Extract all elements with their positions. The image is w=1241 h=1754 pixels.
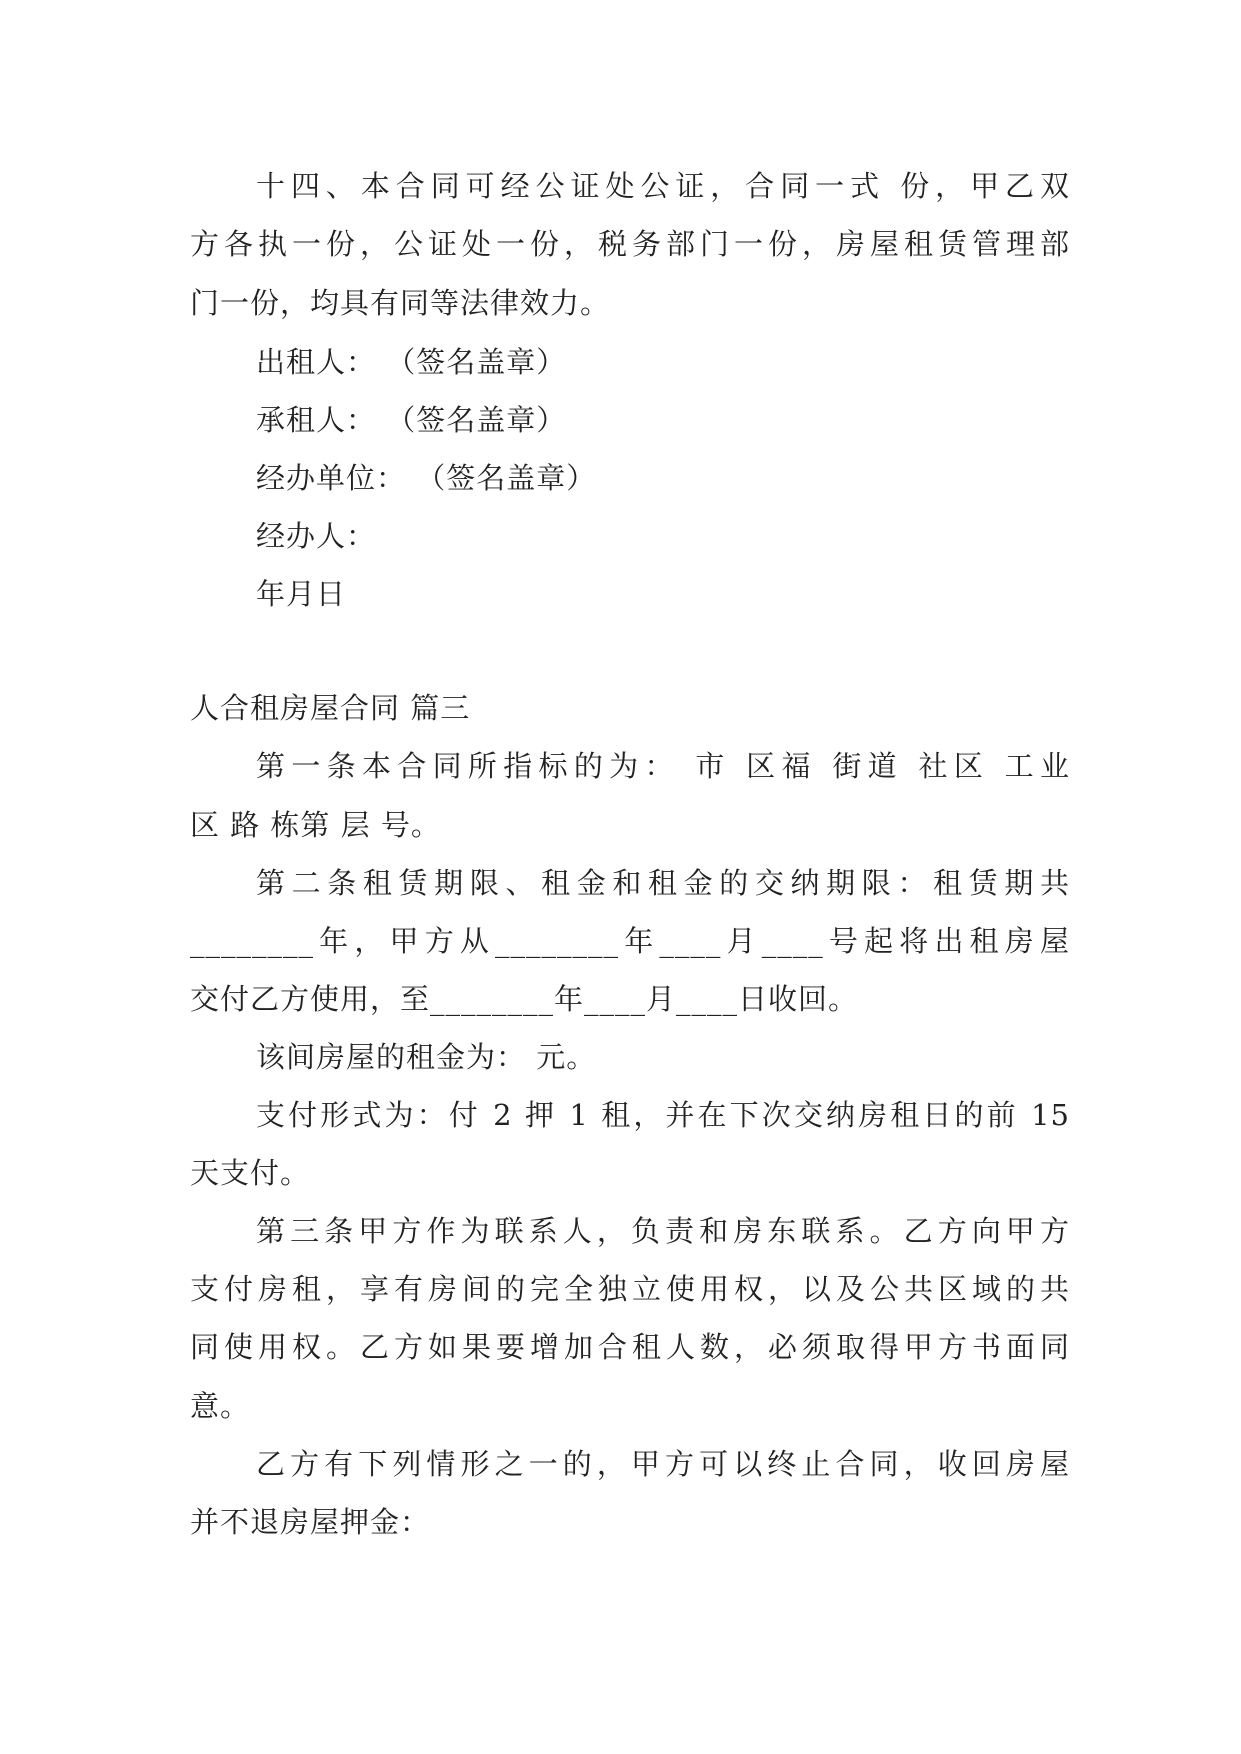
paragraph-line: 支付房租，享有房间的完全独立使用权，以及公共区域的共: [190, 1272, 1070, 1306]
paragraph-line: 支付形式为：付 2 押 1 租，并在下次交纳房租日的前 15: [256, 1098, 1070, 1132]
paragraph-line: 并不退房屋押金：: [190, 1505, 431, 1539]
section-heading: 人合租房屋合同 篇三: [190, 691, 471, 725]
paragraph-line: 方各执一份，公证处一份，税务部门一份，房屋租赁管理部: [190, 227, 1070, 261]
paragraph-line: 第三条甲方作为联系人，负责和房东联系。乙方向甲方: [256, 1214, 1070, 1248]
signature-line-lessee: 承租人： （签名盖章）: [256, 403, 567, 437]
signature-line-agency: 经办单位： （签名盖章）: [256, 461, 597, 495]
paragraph-line: ________年，甲方从________年____月____号起将出租房屋: [190, 924, 1070, 958]
paragraph-line: 十四、本合同可经公证处公证，合同一式 份，甲乙双: [256, 169, 1070, 203]
signature-line-lessor: 出租人： （签名盖章）: [256, 345, 567, 379]
paragraph-line: 门一份，均具有同等法律效力。: [190, 286, 611, 320]
paragraph-line: 第一条本合同所指标的为： 市 区福 街道 社区 工业: [256, 749, 1070, 783]
paragraph-line: 乙方有下列情形之一的，甲方可以终止合同，收回房屋: [256, 1447, 1070, 1481]
date-line: 年月日: [256, 577, 347, 611]
paragraph-line: 同使用权。乙方如果要增加合租人数，必须取得甲方书面同: [190, 1330, 1070, 1364]
signature-line-agent: 经办人：: [256, 519, 377, 553]
paragraph-line: 意。: [190, 1389, 251, 1423]
paragraph-line: 该间房屋的租金为： 元。: [256, 1040, 597, 1074]
paragraph-line: 区 路 栋第 层 号。: [190, 808, 441, 842]
paragraph-line: 天支付。: [190, 1156, 311, 1190]
paragraph-line: 交付乙方使用，至________年____月____日收回。: [190, 982, 859, 1016]
paragraph-line: 第二条租赁期限、租金和租金的交纳期限：租赁期共: [256, 866, 1070, 900]
